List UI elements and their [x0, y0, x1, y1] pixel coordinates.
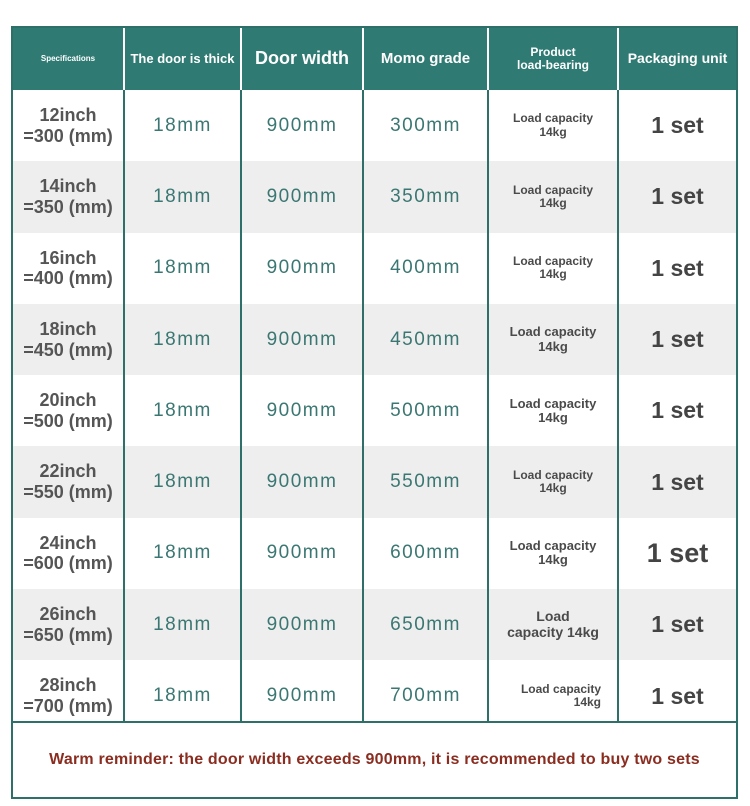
- load-cell: [489, 375, 619, 446]
- load-line1: Load capacity: [520, 681, 601, 696]
- spec-mm: =650 (mm): [23, 624, 113, 645]
- spec-inch: 16inch: [39, 247, 97, 268]
- load-line1: Load capacity: [509, 538, 597, 554]
- load-line1: Load: [536, 608, 570, 625]
- spec-inch: 18inch: [39, 318, 97, 339]
- load-line2: 14kg: [538, 338, 568, 354]
- spec-mm: =300 (mm): [23, 125, 113, 146]
- table-header: [13, 28, 736, 93]
- spec-cell: [13, 446, 125, 517]
- header-door-width: Door width: [242, 28, 364, 90]
- table-row: [13, 161, 736, 232]
- load-cell: [489, 161, 619, 232]
- width-cell: 900mm: [242, 660, 364, 731]
- reminder-banner: [13, 721, 736, 797]
- spec-mm: =600 (mm): [23, 553, 113, 574]
- load-line2: capacity 14kg: [507, 623, 599, 640]
- thickness-cell: 18mm: [125, 518, 242, 589]
- grade-cell: 650mm: [364, 589, 489, 660]
- load-line2: 14kg: [539, 195, 567, 210]
- spec-cell: [13, 375, 125, 446]
- width-cell: 900mm: [242, 589, 364, 660]
- spec-mm: =500 (mm): [23, 410, 113, 431]
- load-line1: Load capacity: [509, 324, 597, 340]
- grade-cell: 500mm: [364, 375, 489, 446]
- grade-cell: 600mm: [364, 518, 489, 589]
- width-cell: 900mm: [242, 375, 364, 446]
- load-cell: [489, 518, 619, 589]
- width-cell: 900mm: [242, 90, 364, 161]
- header-specifications: Specifications: [13, 28, 125, 90]
- spec-table: [11, 26, 738, 799]
- pack-cell: 1 set: [651, 183, 704, 210]
- load-cell: [489, 304, 619, 375]
- load-line2: 14kg: [539, 267, 567, 282]
- spec-cell: [13, 90, 125, 161]
- table-body: [13, 90, 736, 732]
- load-cell: [489, 589, 619, 660]
- spec-cell: [13, 161, 125, 232]
- grade-cell: 450mm: [364, 304, 489, 375]
- reminder-text: Warm reminder: the door width exceeds 900mm, it is recommended to buy two sets: [49, 751, 700, 768]
- spec-cell: [13, 233, 125, 304]
- pack-cell: 1 set: [651, 397, 704, 424]
- pack-cell: 1 set: [651, 254, 704, 281]
- width-cell: 900mm: [242, 518, 364, 589]
- spec-mm: =450 (mm): [23, 339, 113, 360]
- table-row: [13, 375, 736, 446]
- header-product-load: [489, 28, 619, 90]
- spec-mm: =550 (mm): [23, 482, 113, 503]
- spec-mm: =400 (mm): [23, 268, 113, 289]
- load-cell: [489, 233, 619, 304]
- grade-cell: 350mm: [364, 161, 489, 232]
- load-line2: 14kg: [538, 409, 568, 425]
- thickness-cell: 18mm: [125, 660, 242, 731]
- pack-cell: 1 set: [651, 468, 704, 495]
- header-packaging-unit: Packaging unit: [627, 50, 728, 67]
- load-line2: 14kg: [539, 124, 567, 139]
- load-line2: 14kg: [538, 552, 568, 568]
- thickness-cell: 18mm: [125, 90, 242, 161]
- spec-cell: [13, 304, 125, 375]
- thickness-cell: 18mm: [125, 304, 242, 375]
- load-cell: [489, 90, 619, 161]
- width-cell: 900mm: [242, 304, 364, 375]
- table-row: [13, 304, 736, 375]
- grade-cell: 300mm: [364, 90, 489, 161]
- width-cell: 900mm: [242, 233, 364, 304]
- load-line1: Load capacity: [512, 467, 594, 482]
- width-cell: 900mm: [242, 161, 364, 232]
- load-line1: Load capacity: [512, 111, 594, 126]
- spec-inch: 22inch: [39, 461, 97, 482]
- thickness-cell: 18mm: [125, 233, 242, 304]
- thickness-cell: 18mm: [125, 446, 242, 517]
- spec-mm: =350 (mm): [23, 196, 113, 217]
- spec-inch: 20inch: [39, 390, 97, 411]
- thickness-cell: 18mm: [125, 161, 242, 232]
- spec-inch: 14inch: [39, 176, 97, 197]
- table-row: [13, 90, 736, 161]
- load-cell: [489, 446, 619, 517]
- table-row: [13, 446, 736, 517]
- width-cell: 900mm: [242, 446, 364, 517]
- load-line2: 14kg: [573, 695, 601, 710]
- load-line1: Load capacity: [512, 182, 594, 197]
- spec-inch: 26inch: [39, 604, 97, 625]
- header-product-load-line1: Product: [530, 44, 576, 59]
- load-line1: Load capacity: [512, 254, 594, 269]
- grade-cell: 700mm: [364, 660, 489, 731]
- pack-cell: 1 set: [651, 326, 704, 353]
- pack-cell: 1 set: [646, 537, 709, 568]
- grade-cell: 550mm: [364, 446, 489, 517]
- load-line1: Load capacity: [509, 395, 597, 411]
- header-product-load-line2: load-bearing: [516, 58, 589, 72]
- thickness-cell: 18mm: [125, 589, 242, 660]
- header-momo-grade: Momo grade: [364, 28, 489, 90]
- pack-cell: 1 set: [651, 611, 704, 638]
- table-row: [13, 233, 736, 304]
- spec-cell: [13, 518, 125, 589]
- spec-inch: 12inch: [39, 104, 97, 125]
- table-row: [13, 518, 736, 589]
- thickness-cell: 18mm: [125, 375, 242, 446]
- load-line2: 14kg: [539, 481, 567, 496]
- spec-mm: =700 (mm): [23, 696, 113, 717]
- pack-cell: 1 set: [651, 112, 704, 139]
- spec-cell: [13, 589, 125, 660]
- header-door-thick: The door is thick: [125, 28, 242, 90]
- pack-cell: 1 set: [651, 682, 704, 709]
- spec-inch: 24inch: [39, 532, 97, 553]
- spec-inch: 28inch: [39, 675, 97, 696]
- grade-cell: 400mm: [364, 233, 489, 304]
- table-row: [13, 589, 736, 660]
